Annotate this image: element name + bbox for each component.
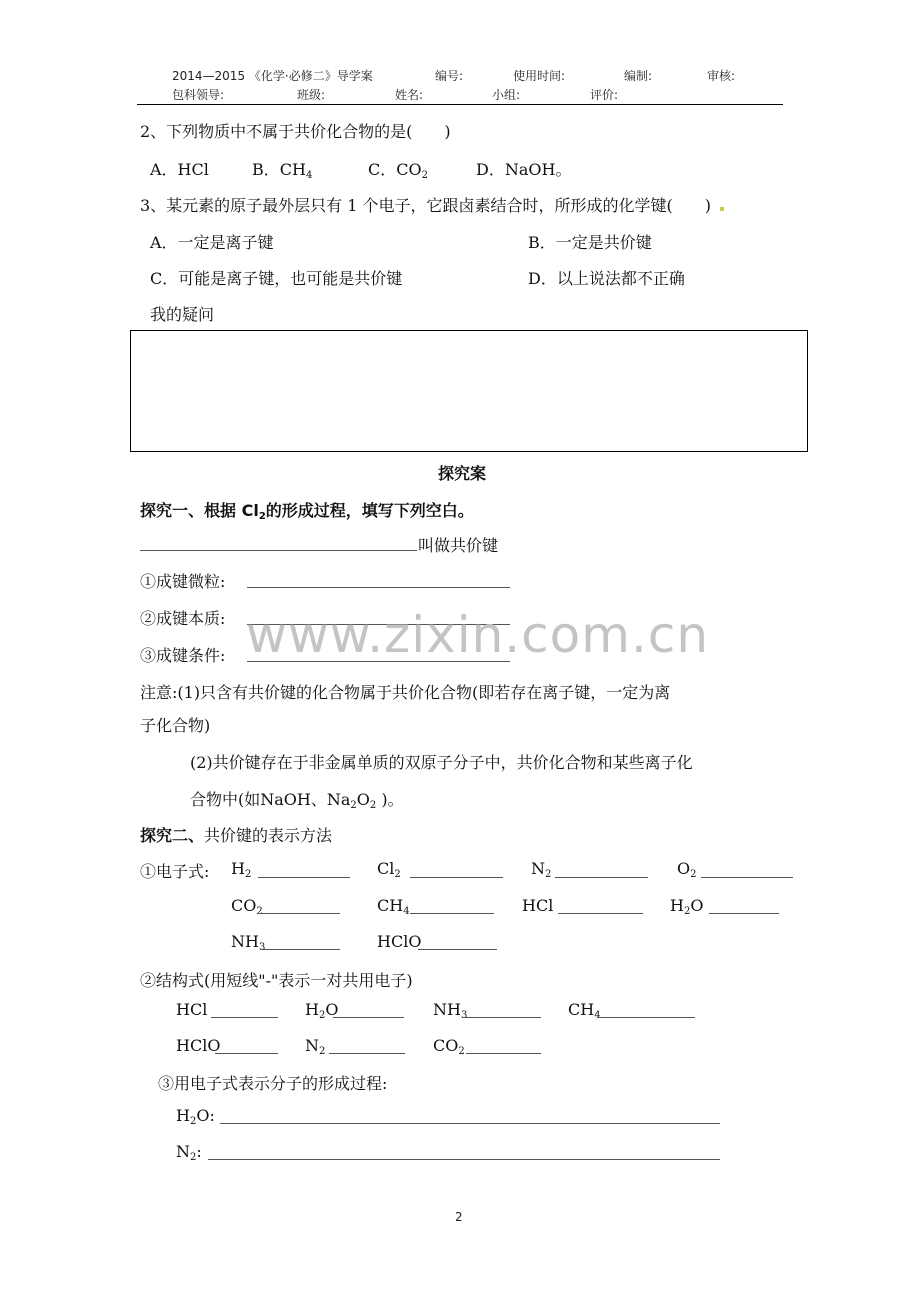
formula-ch4: $CH_4$ [377, 896, 410, 917]
formula-co2: $CO_2$ [231, 896, 263, 917]
q3-stem: 3、某元素的原子最外层只有 1 个电子，它跟卤素结合时，所形成的化学键( ) [140, 196, 712, 215]
h2o-structural-blank[interactable] [333, 1017, 404, 1018]
struct-co2: $CO_2$ [433, 1036, 465, 1057]
nh3-electron-blank[interactable] [260, 949, 340, 950]
formula-o2: $O_2$ [677, 859, 697, 880]
header-group-label: 小组: [492, 88, 521, 102]
q2-option-d: D．NaOH。 [476, 160, 572, 179]
header-title: 2014—2015 《化学·必修二》导学案 [172, 69, 373, 83]
header-usage-time-label: 使用时间: [513, 69, 566, 83]
definition-label: 叫做共价键 [418, 536, 499, 555]
cl2-electron-blank[interactable] [410, 877, 503, 878]
struct-n2: $N_2$ [305, 1036, 326, 1057]
formula-nh3: $NH_3$ [231, 932, 266, 953]
h2o-electron-blank[interactable] [709, 913, 779, 914]
struct-ch4: $CH_4$ [568, 1000, 601, 1021]
q3-option-d: D．以上说法都不正确 [528, 269, 685, 288]
definition-blank[interactable] [140, 550, 417, 551]
q3-option-b: B．一定是共价键 [528, 233, 652, 252]
section-title: 探究案 [438, 464, 487, 483]
bond-condition-label: ③成键条件: [140, 646, 226, 665]
h2-electron-blank[interactable] [258, 877, 350, 878]
nh3-structural-blank[interactable] [463, 1017, 541, 1018]
struct-hcl: HCl [176, 1000, 208, 1019]
q2-stem: 2、下列物质中不属于共价化合物的是( ) [140, 122, 451, 141]
struct-nh3: $NH_3$ [433, 1000, 468, 1021]
n2-electron-blank[interactable] [555, 877, 648, 878]
struct-hclo: HClO [176, 1036, 221, 1055]
bond-particles-blank[interactable] [247, 587, 510, 588]
note-2: (2)共价键存在于非金属单质的双原子分子中，共价化合物和某些离子化 [190, 753, 693, 772]
electron-formula-label: ①电子式: [140, 862, 210, 881]
co2-electron-blank[interactable] [258, 913, 340, 914]
note-1-cont: 子化合物) [140, 716, 211, 735]
ch4-electron-blank[interactable] [410, 913, 494, 914]
marker-dot [720, 207, 724, 211]
my-questions-box[interactable] [130, 330, 808, 452]
ch4-structural-blank[interactable] [598, 1017, 695, 1018]
header-editor-label: 编制: [624, 69, 653, 83]
o2-electron-blank[interactable] [701, 877, 793, 878]
watermark: www.zixin.com.cn [246, 606, 710, 664]
co2-structural-blank[interactable] [466, 1053, 541, 1054]
header-number-label: 编号: [435, 69, 464, 83]
q3-option-c: C．可能是离子键，也可能是共价键 [150, 269, 403, 288]
formula-h2: $H_2$ [231, 859, 252, 880]
note-1: 注意:(1)只含有共价键的化合物属于共价化合物(即若存在离子键，一定为离 [140, 683, 671, 702]
hclo-structural-blank[interactable] [215, 1053, 278, 1054]
my-questions-label: 我的疑问 [150, 305, 215, 324]
header-name-label: 姓名: [395, 88, 424, 102]
note-2-cont: 合物中(如NaOH、$Na_2O_2$ )。 [190, 790, 404, 811]
structural-formula-label: ②结构式(用短线"-"表示一对共用电子) [140, 971, 413, 990]
formula-n2: $N_2$ [531, 859, 552, 880]
hcl-electron-blank[interactable] [558, 913, 643, 914]
struct-h2o: $H_2O$ [305, 1000, 339, 1021]
h2o-process-blank[interactable] [220, 1123, 720, 1124]
formation-process-label: ③用电子式表示分子的形成过程: [158, 1074, 388, 1093]
header-leader-label: 包科领导: [172, 88, 225, 102]
hclo-electron-blank[interactable] [418, 949, 497, 950]
q2-option-b: B．$CH_4$ [252, 160, 313, 181]
inquiry1-title: 探究一、根据 $Cl_2$的形成过程，填写下列空白。 [140, 501, 474, 522]
q2-option-c: C．$CO_2$ [368, 160, 428, 181]
q2-option-a: A．HCl [150, 160, 209, 179]
formula-h2o: $H_2O$ [670, 896, 704, 917]
inquiry2-title: 探究二、共价键的表示方法 [140, 826, 333, 845]
page-number: 2 [455, 1210, 463, 1224]
header-reviewer-label: 审核: [707, 69, 736, 83]
process-n2-label: $N_2$: [176, 1142, 202, 1163]
header-evaluation-label: 评价: [590, 88, 619, 102]
n2-structural-blank[interactable] [329, 1053, 405, 1054]
formula-cl2: $Cl_2$ [377, 859, 401, 880]
q3-option-a: A．一定是离子键 [150, 233, 274, 252]
hcl-structural-blank[interactable] [211, 1017, 278, 1018]
header-class-label: 班级: [297, 88, 326, 102]
n2-process-blank[interactable] [208, 1159, 720, 1160]
bond-essence-label: ②成键本质: [140, 609, 226, 628]
formula-hcl: HCl [522, 896, 554, 915]
process-h2o-label: $H_2O$: [176, 1106, 215, 1127]
header-rule [137, 104, 783, 105]
formula-hclo: HClO [377, 932, 422, 951]
bond-particles-label: ①成键微粒: [140, 572, 226, 591]
